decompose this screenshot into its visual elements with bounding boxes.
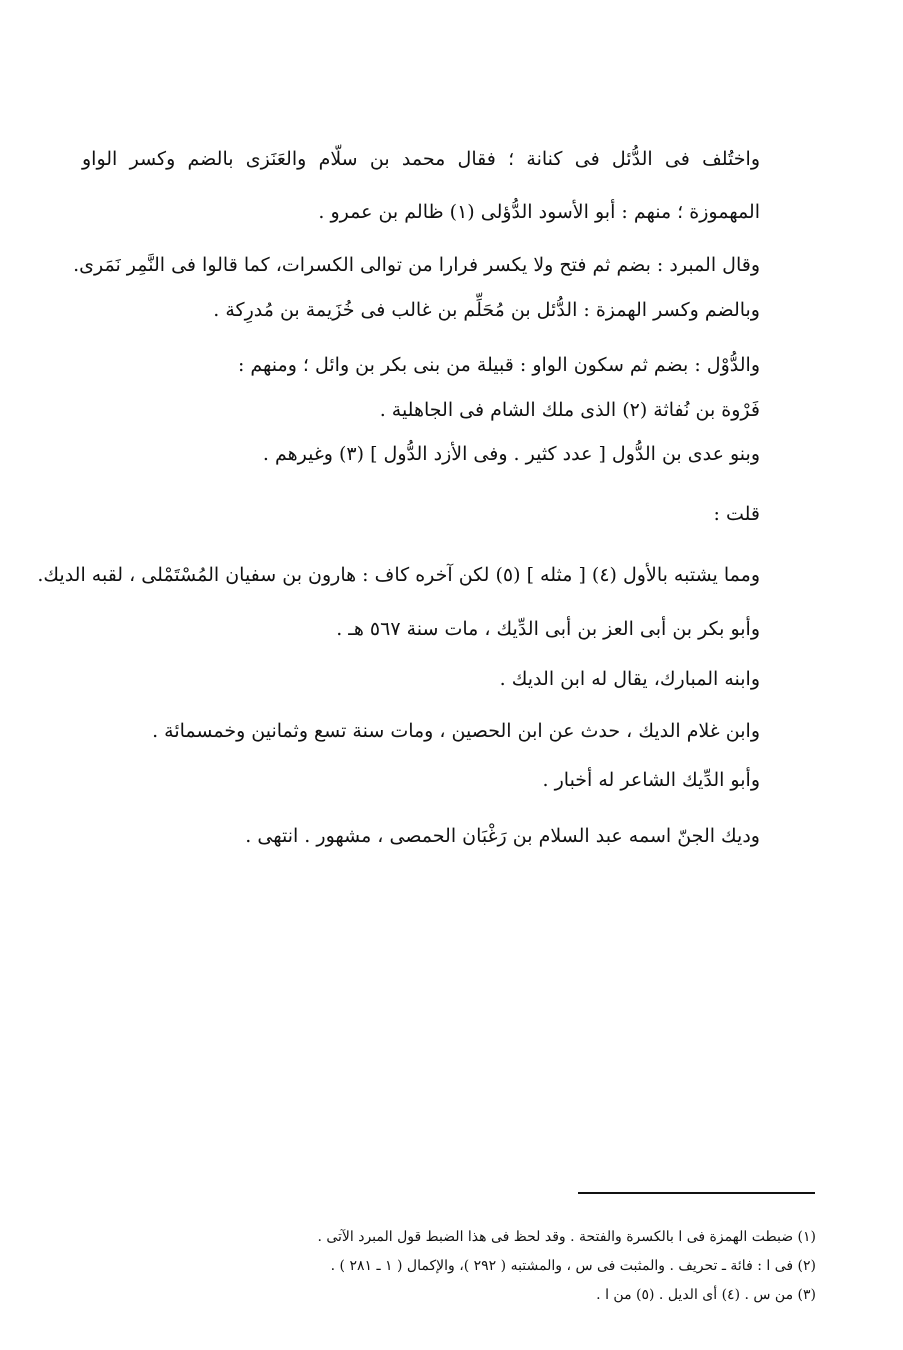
body-line-9: وأبو بكر بن أبى العز بن أبى الدِّيك ، مات سنة ٥٦٧ هـ . <box>336 618 760 640</box>
footnote-1: (١) ضبطت الهمزة فى ا بالكسرة والفتحة . وقد لحظ فى هذا الضبط قول المبرد الآتى . <box>317 1229 816 1245</box>
body-line-7: وبنو عدى بن الدُّول [ عدد كثير . وفى الأزد الدُّول ] (٣) وغيرهم . <box>262 443 760 465</box>
footnote-3: (٣) من س . (٤) أى الديل . (٥) من ا . <box>596 1287 816 1303</box>
body-line-12: وأبو الدِّيك الشاعر له أخبار . <box>542 769 760 791</box>
body-line-3: وقال المبرد : بضم ثم فتح ولا يكسر فرارا من توالى الكسرات، كما قالوا فى النَّمِر نَمَرى. <box>73 254 760 276</box>
body-line-11: وابن غلام الديك ، حدث عن ابن الحصين ، ومات سنة تسع وثمانين وخمسمائة . <box>152 720 760 742</box>
body-line-6: فَرْوة بن نُفاثة (٢) الذى ملك الشام فى الجاهلية . <box>379 399 760 421</box>
footnote-separator <box>578 1192 815 1194</box>
body-line-4: وبالضم وكسر الهمزة : الدُّئل بن مُحَلِّم بن غالب فى خُزَيمة بن مُدرِكة . <box>213 299 760 321</box>
body-line-5: والدُّوْل : بضم ثم سكون الواو : قبيلة من بنى بكر بن وائل ؛ ومنهم : <box>237 354 760 376</box>
body-line-10: وابنه المبارك، يقال له ابن الديك . <box>499 668 760 690</box>
body-line-8: ومما يشتبه بالأول (٤) [ مثله ] (٥) لكن آخره كاف : هارون بن سفيان المُسْتَمْلى ، لقبه الديك. <box>37 564 760 586</box>
body-line-13: وديك الجنّ اسمه عبد السلام بن رَغْبَان الحمصى ، مشهور . انتهى . <box>245 825 760 847</box>
body-line-1: واختُلف فى الدُّئل فى كنانة ؛ فقال محمد بن سلّام والعَنَزى بالضم وكسر الواو <box>82 148 760 170</box>
body-line-2: المهموزة ؛ منهم : أبو الأسود الدُّؤلى (١) ظالم بن عمرو . <box>318 201 760 223</box>
section-heading: قلت : <box>713 503 760 525</box>
footnote-2: (٢) فى ا : فائة ـ تحريف . والمثبت فى س ، والمشتبه ( ٢٩٢ )، والإكمال ( ١ ـ ٢٨١ ) . <box>330 1258 816 1274</box>
